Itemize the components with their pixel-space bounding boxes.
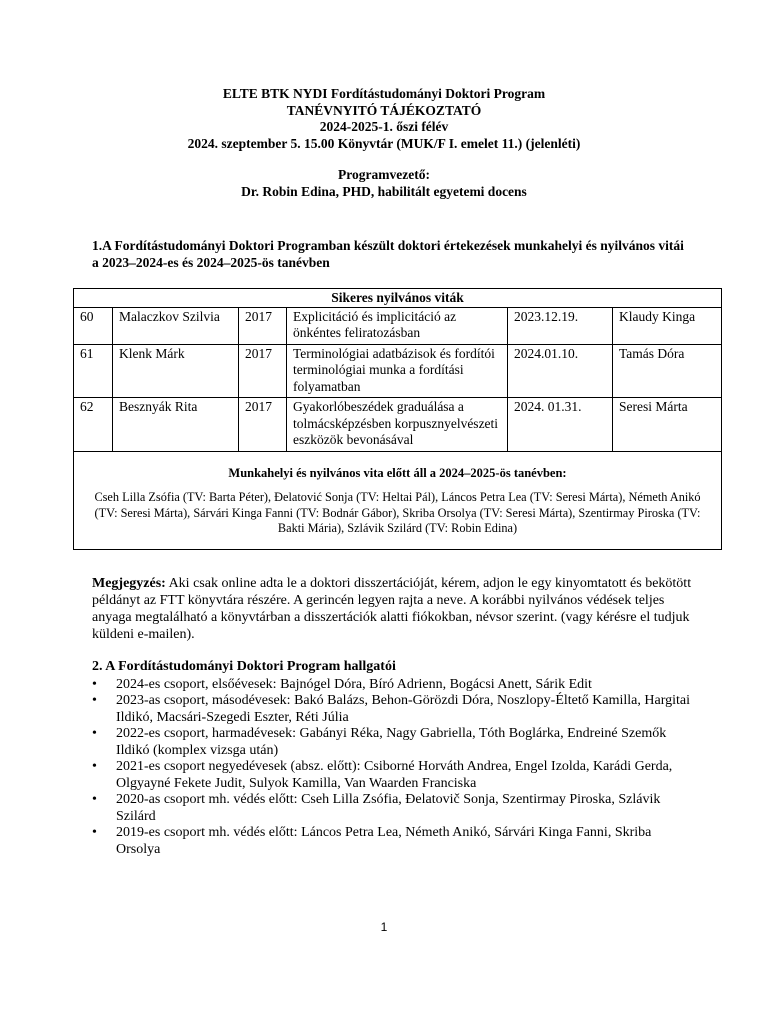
dissertation-title: Terminológiai adatbázisok és fordítói terminológiai munka a fordítási folyamatban [287,344,508,398]
list-item-text: 2020-as csoport mh. védés előtt: Cseh Lilla Zsófia, Đelatovič Sonja, Szentirmay Piroska, Szlávik Szilárd [116,792,661,824]
leader-name: Dr. Robin Edina, PHD, habilitált egyetemi docens [241,183,527,199]
defense-date: 2023.12.19. [508,307,613,344]
section-1-heading: 1.A Fordítástudományi Doktori Programban készült doktori értekezések munkahelyi és nyilvános vitái a 2023–2024-es és 2024–2025-ös tanévben [92,238,684,270]
table-row [74,398,722,452]
candidate-name: Besznyák Rita [113,398,239,452]
section-2-heading: 2. A Fordítástudományi Doktori Program hallgatói [92,659,396,674]
list-item [92,825,692,858]
candidate-name: Malaczkov Szilvia [113,307,239,344]
bullet-icon: • [92,792,97,807]
defense-date: 2024.01.10. [508,344,613,398]
row-number: 60 [74,307,113,344]
table-title: Sikeres nyilvános viták [74,289,722,308]
list-item [92,677,692,694]
pending-list: Cseh Lilla Zsófia (TV: Barta Péter), Đelatović Sonja (TV: Heltai Pál), Láncos Petra Lea (TV: Seresi Márta), Németh Anikó (TV: Seresi Márta), Sárvári Kinga Fanni (TV: Bodnár Gábor), Skriba Orsolya (TV: Seresi Márta), Szentirmay Piroska (TV: Bakti Mária), Szlávik Szilárd (TV: Robin Edina) [94,490,701,535]
list-item [92,792,692,825]
bullet-icon: • [92,726,97,741]
students-section [92,659,692,858]
list-item-text: 2019-es csoport mh. védés előtt: Láncos Petra Lea, Németh Anikó, Sárvári Kinga Fanni, Skriba Orsolya [116,825,652,857]
cohort-year: 2017 [239,307,287,344]
document-title: TANÉVNYITÓ TÁJÉKOZTATÓ [286,102,482,118]
list-item-text: 2023-as csoport, másodévesek: Bakó Balázs, Behon-Görözdi Dóra, Noszlopy-Éltető Kamilla, Hargitai Ildikó, Macsári-Szegedi Eszter, Réti Júlia [116,693,690,725]
note-text: Aki csak online adta le a doktori disszertációját, kérem, adjon le egy kinyomtatott és bekötött példányt az FTT könyvtára részére. A gerincén legyen rajta a neve. A korábbi nyilvános védések teljes anyaga megtalálható a könyvtárban a disszertációk alatti fiókokban, névsor szerint. (vagy kérésre el tudjuk küldeni e-mailen). [92,576,692,642]
supervisor: Tamás Dóra [613,344,722,398]
list-item [92,726,692,759]
defenses-table [73,288,722,550]
table-row [74,344,722,398]
dissertation-title: Gyakorlóbeszédek graduálása a tolmácsképzésben korpusznyelvészeti eszközök bevonásával [287,398,508,452]
pending-title: Munkahelyi és nyilvános vita előtt áll a 2024–2025-ös tanévben: [228,465,567,480]
cohort-year: 2017 [239,398,287,452]
list-item-text: 2024-es csoport, elsőévesek: Bajnógel Dóra, Bíró Adrienn, Bogácsi Anett, Sárik Edit [116,676,592,692]
list-item [92,759,692,792]
supervisor: Seresi Márta [613,398,722,452]
supervisor: Klaudy Kinga [613,307,722,344]
event-date-location: 2024. szeptember 5. 15.00 Könyvtár (MUK/F I. emelet 11.) (jelenléti) [187,135,581,151]
dissertation-title: Explicitáció és implicitáció az önkéntes feliratozásban [287,307,508,344]
document-header [0,86,768,200]
list-item [92,693,692,726]
table-row [74,307,722,344]
bullet-icon: • [92,676,97,692]
bullet-icon: • [92,759,97,774]
candidate-name: Klenk Márk [113,344,239,398]
row-number: 61 [74,344,113,398]
list-item-text: 2022-es csoport, harmadévesek: Gabányi Réka, Nagy Gabriella, Tóth Boglárka, Endreiné Szemők Ildikó (komplex vizsga után) [116,726,667,758]
students-list [92,677,692,859]
note-paragraph [92,575,692,643]
list-item-text: 2021-es csoport negyedévesek (absz. előtt): Csiborné Horváth Andrea, Engel Izolda, Karádi Gerda, Olgyayné Fekete Judit, Sulyok Kamilla, Van Waarden Franciska [116,759,673,791]
leader-label: Programvezető: [338,167,430,182]
pending-defenses [74,451,722,549]
bullet-icon: • [92,825,97,840]
row-number: 62 [74,398,113,452]
bullet-icon: • [92,693,97,708]
page-number: 1 [380,920,388,934]
defense-date: 2024. 01.31. [508,398,613,452]
semester: 2024-2025-1. őszi félév [319,119,449,134]
note-label: Megjegyzés: [92,576,166,591]
program-title: ELTE BTK NYDI Fordítástudományi Doktori Program [222,86,546,101]
cohort-year: 2017 [239,344,287,398]
